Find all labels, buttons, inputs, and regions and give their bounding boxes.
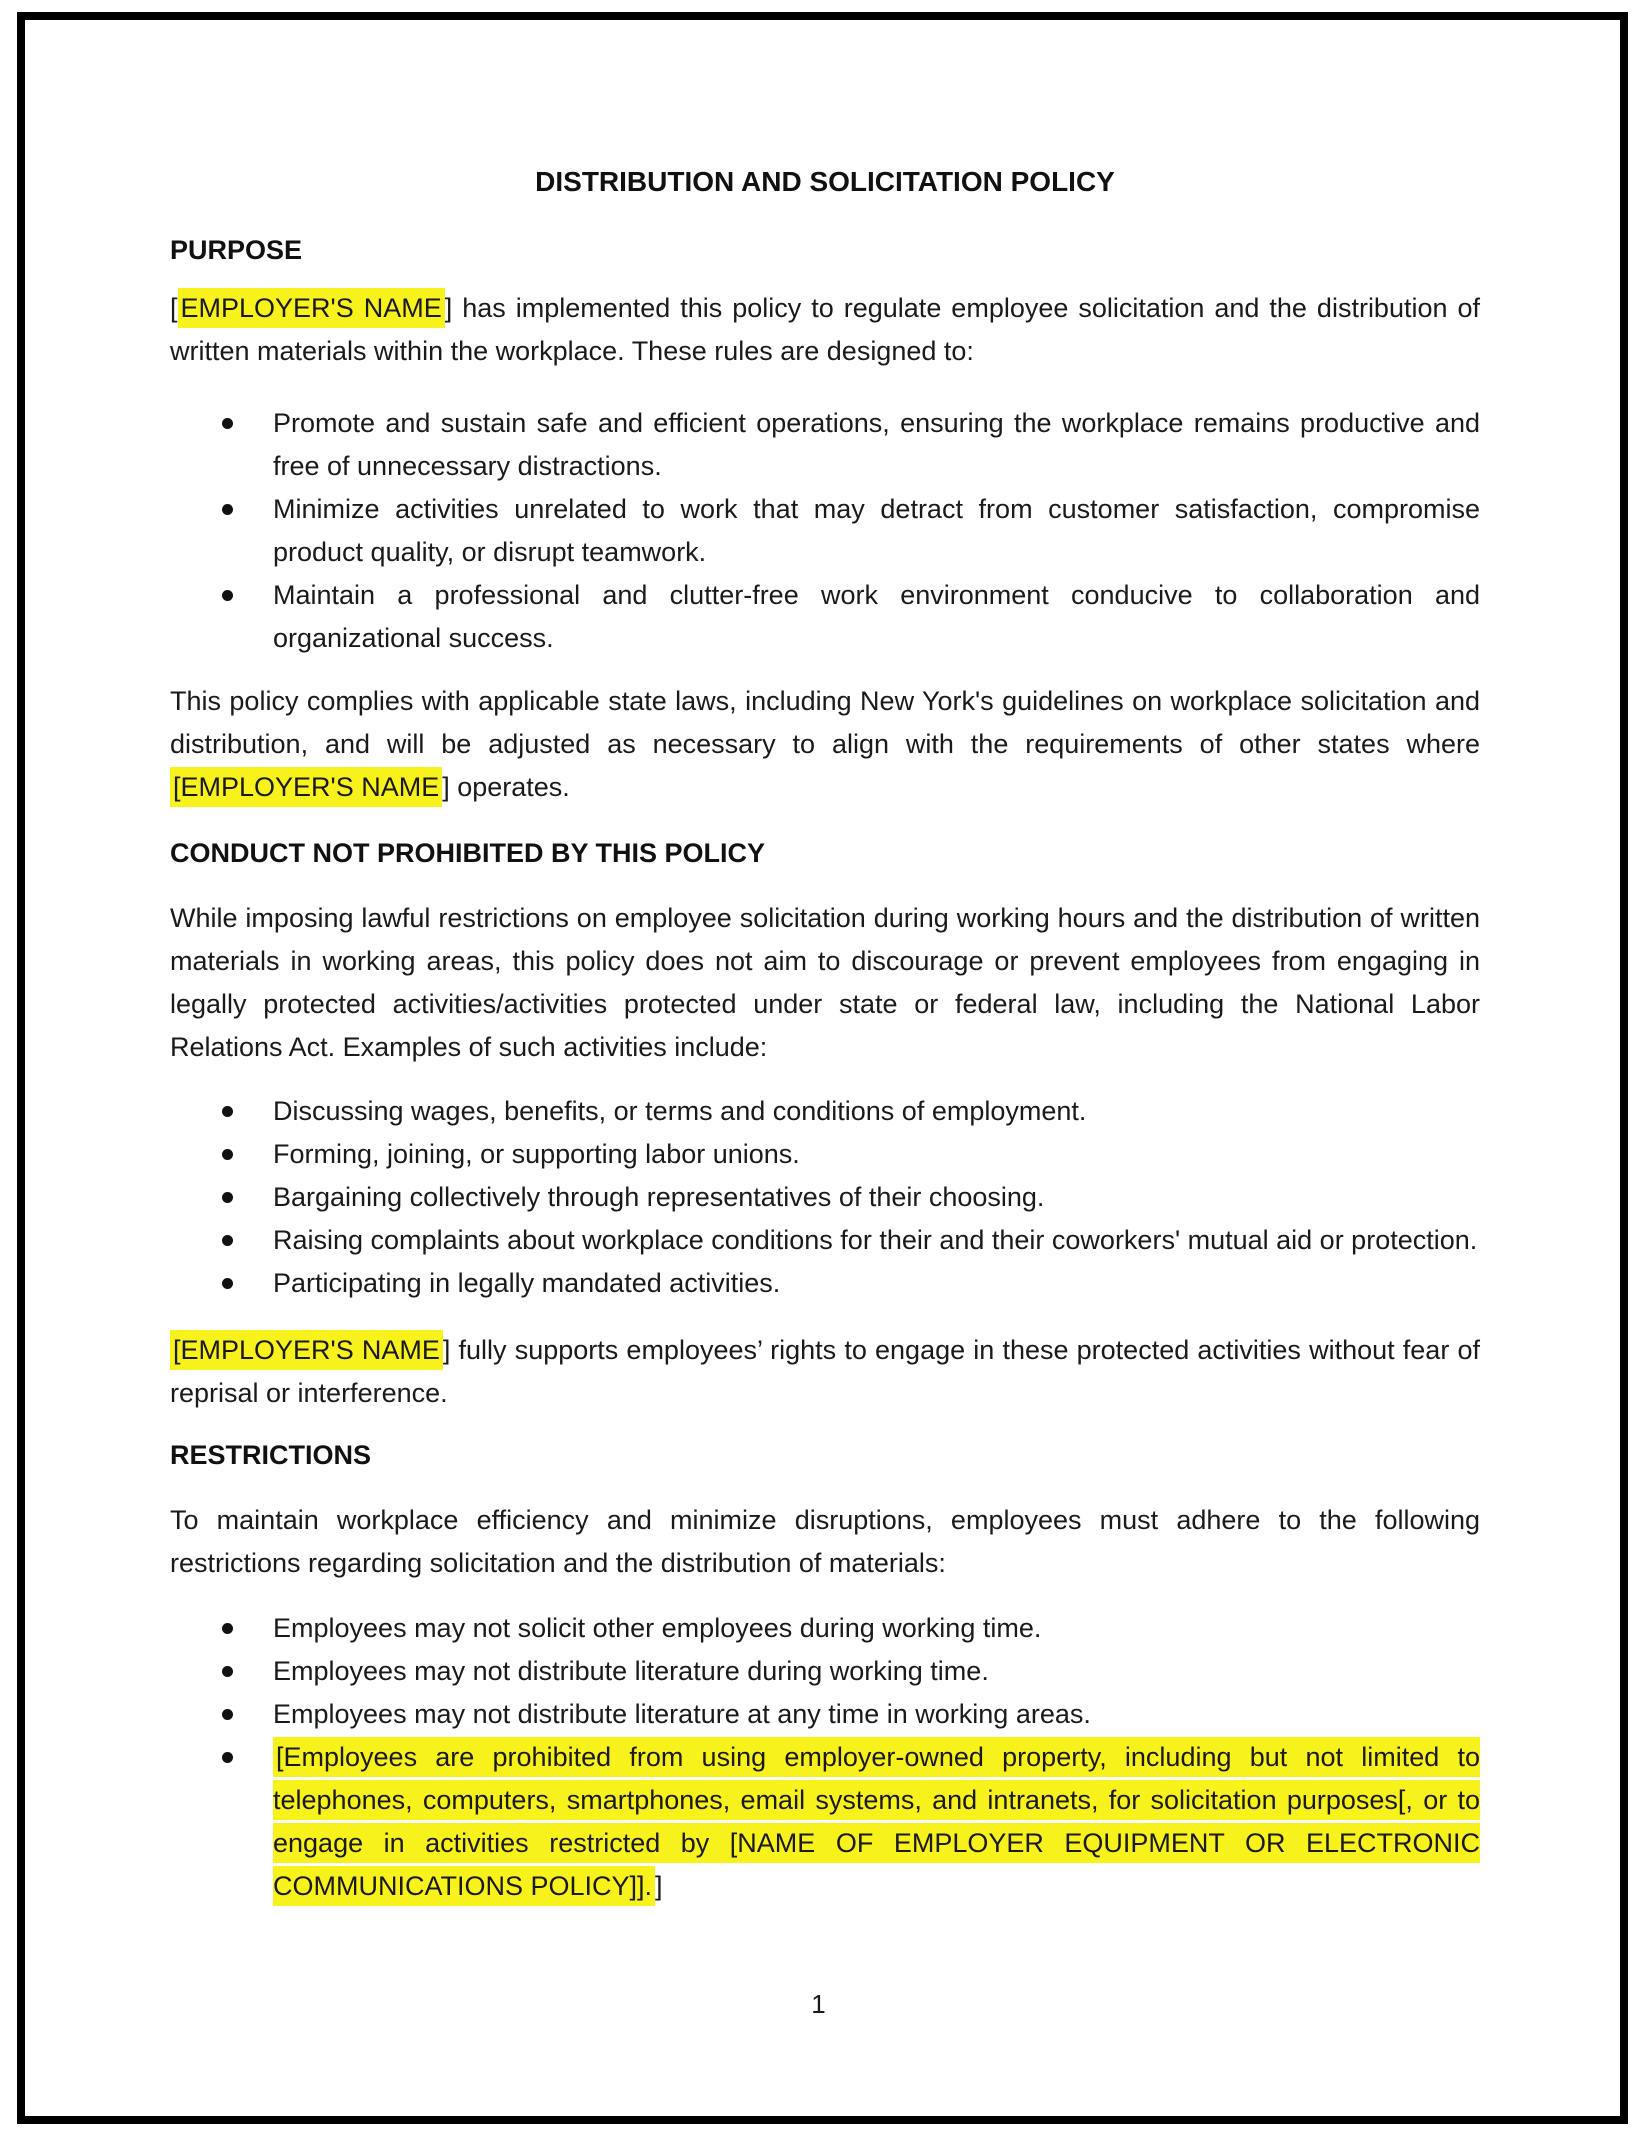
purpose-bullet-list xyxy=(170,402,1480,660)
purpose-heading: PURPOSE xyxy=(170,235,303,265)
restrictions-bullet-list xyxy=(170,1607,1480,1908)
bullet-item xyxy=(170,1219,1480,1262)
bullet-text: Discussing wages, benefits, or terms and conditions of employment. xyxy=(273,1096,1087,1126)
bullet-text: ] xyxy=(655,1871,663,1901)
bullet-item xyxy=(170,488,1480,574)
conduct-intro-paragraph: While imposing lawful restrictions on employee solicitation during working hours and the distribution of written materials in working areas, this policy does not aim to discourage or prevent employees from engaging in legally protected activities/activities protected under state or federal law, including the National Labor Relations Act. Examples of such activities include: xyxy=(170,903,1480,1062)
bullet-text: Maintain a professional and clutter-free work environment conducive to collaboration and organizational success. xyxy=(273,580,1480,653)
restriction-highlight: [Employees are prohibited from using employer-owned property, including but not limited to telephones, computers, smartphones, email systems, and intranets, for solicitation purposes[, or to engage in activities restricted by [NAME OF EMPLOYER EQUIPMENT OR ELECTRONIC COMMUNICATIONS POLICY]]. xyxy=(273,1737,1480,1906)
document-content xyxy=(170,0,1480,1908)
compliance-paragraph xyxy=(170,680,1480,809)
bullet-text: Minimize activities unrelated to work that may detract from customer satisfaction, compromise product quality, or disrupt teamwork. xyxy=(273,494,1480,567)
employer-name-highlight: [EMPLOYER'S NAME xyxy=(170,767,442,807)
bullet-item xyxy=(170,1650,1480,1693)
bullet-item xyxy=(170,1090,1480,1133)
bullet-item xyxy=(170,1176,1480,1219)
bullet-item xyxy=(170,1693,1480,1736)
support-paragraph xyxy=(170,1329,1480,1415)
restrictions-heading: RESTRICTIONS xyxy=(170,1440,372,1470)
bullet-text: Employees may not distribute literature during working time. xyxy=(273,1656,989,1686)
bullet-text: Employees may not solicit other employees during working time. xyxy=(273,1613,1042,1643)
bullet-item xyxy=(170,402,1480,488)
doc-title: DISTRIBUTION AND SOLICITATION POLICY xyxy=(535,166,1115,197)
paragraph-text: [ xyxy=(170,293,178,323)
bullet-text: Promote and sustain safe and efficient operations, ensuring the workplace remains productive and free of unnecessary distractions. xyxy=(273,408,1480,481)
bullet-text: Bargaining collectively through representatives of their choosing. xyxy=(273,1182,1045,1212)
employer-name-highlight: EMPLOYER'S NAME xyxy=(178,288,445,328)
bullet-text: Employees may not distribute literature at any time in working areas. xyxy=(273,1699,1091,1729)
paragraph-text: This policy complies with applicable state laws, including New York's guidelines on workplace solicitation and distribution, and will be adjusted as necessary to align with the requirements of other states where xyxy=(170,686,1480,759)
paragraph-text: ] fully supports employees’ rights to engage in these protected activities without fear of reprisal or interference. xyxy=(170,1335,1480,1408)
bullet-item xyxy=(170,574,1480,660)
employer-name-highlight: [EMPLOYER'S NAME xyxy=(170,1330,443,1370)
bullet-item-highlighted xyxy=(170,1736,1480,1908)
bullet-item xyxy=(170,1133,1480,1176)
page-number: 1 xyxy=(811,1989,826,2019)
paragraph-text: ] operates. xyxy=(442,772,570,802)
paragraph-text: ] has implemented this policy to regulate employee solicitation and the distribution of written materials within the workplace. These rules are designed to: xyxy=(170,293,1480,366)
bullet-item xyxy=(170,1262,1480,1305)
restrictions-intro-paragraph: To maintain workplace efficiency and minimize disruptions, employees must adhere to the following restrictions regarding solicitation and the distribution of materials: xyxy=(170,1505,1480,1578)
bullet-item xyxy=(170,1607,1480,1650)
bullet-text: Participating in legally mandated activities. xyxy=(273,1268,781,1298)
bullet-text: Forming, joining, or supporting labor unions. xyxy=(273,1139,800,1169)
conduct-heading: CONDUCT NOT PROHIBITED BY THIS POLICY xyxy=(170,838,766,868)
purpose-intro-paragraph xyxy=(170,287,1480,373)
bullet-text: Raising complaints about workplace conditions for their and their coworkers' mutual aid or protection. xyxy=(273,1225,1478,1255)
conduct-bullet-list xyxy=(170,1090,1480,1305)
